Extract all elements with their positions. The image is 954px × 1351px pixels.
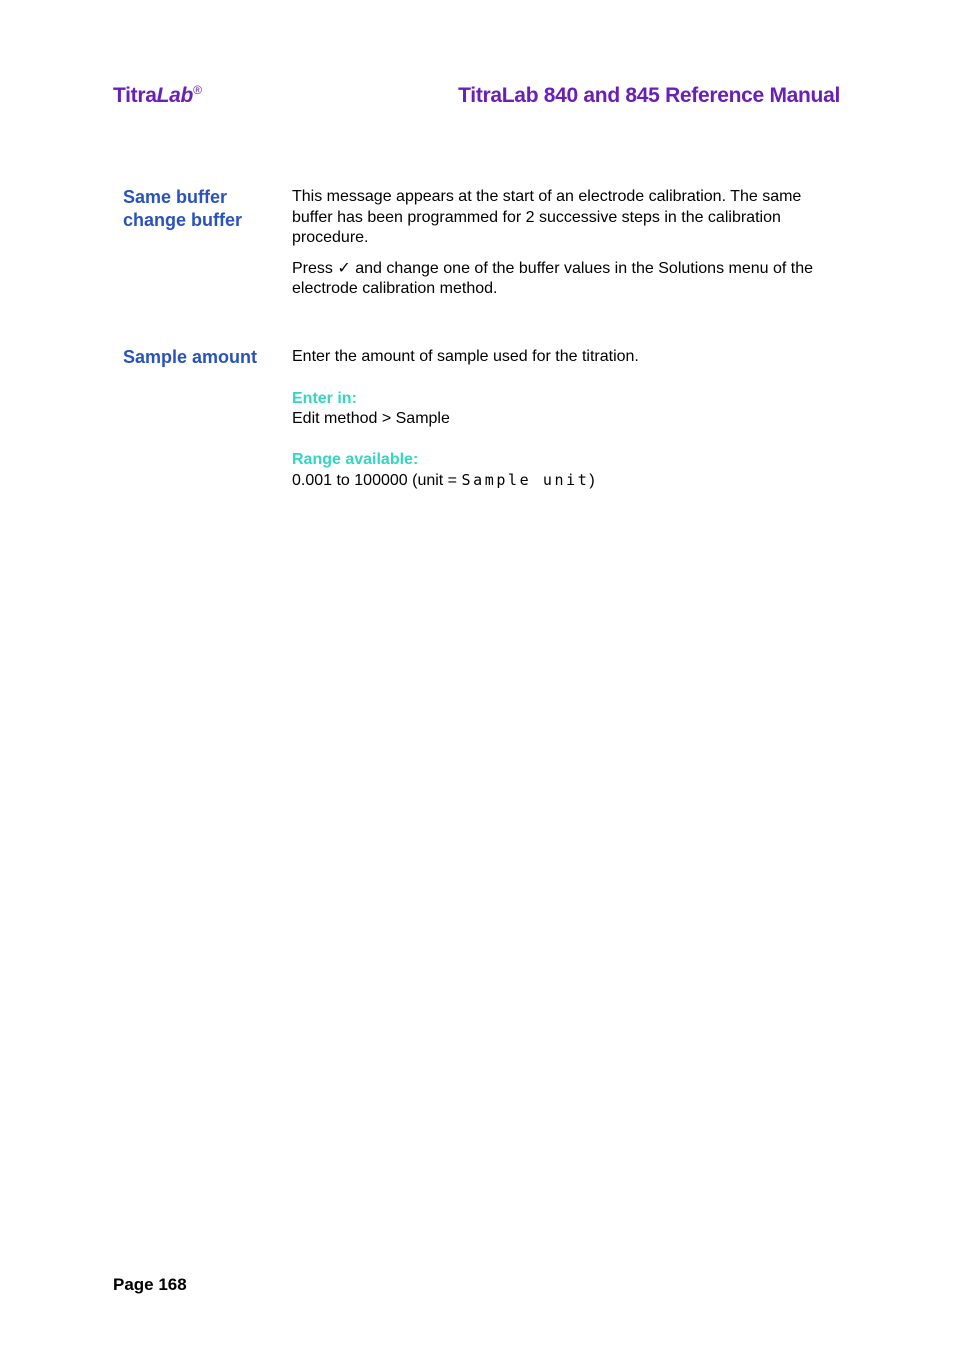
enter-in-heading: Enter in:	[292, 389, 357, 407]
entry-description	[292, 187, 842, 310]
brand-suffix: Lab	[156, 84, 194, 107]
description-paragraph	[292, 259, 842, 300]
brand-logo	[113, 84, 202, 108]
description-paragraph: This message appears at the start of an electrode calibration. The same buffer has been programmed for 2 successive steps in the calibration procedure.	[292, 188, 802, 246]
term-line: change buffer	[123, 210, 243, 230]
brand-prefix: Titra	[113, 84, 157, 107]
code-text: Sample unit	[461, 471, 590, 489]
text-run: Press	[292, 259, 338, 277]
description-paragraph: Enter the amount of sample used for the titration.	[292, 348, 639, 365]
term-line: Same buffer	[123, 187, 228, 207]
text-run: and change one of the buffer values in the Solutions menu of the electrode calibration method.	[292, 259, 814, 297]
range-heading: Range available:	[292, 450, 419, 468]
term-line: Sample amount	[123, 347, 258, 367]
text-run: )	[589, 472, 595, 489]
manual-title: TitraLab 840 and 845 Reference Manual	[458, 84, 840, 107]
text-run: 0.001 to 100000 (unit =	[292, 472, 462, 489]
entry-description	[292, 347, 842, 512]
registered-mark: ®	[193, 83, 202, 97]
range-value	[292, 470, 842, 492]
page-number: Page 168	[113, 1275, 187, 1294]
check-icon: ✓	[337, 259, 351, 277]
enter-in-value: Edit method > Sample	[292, 410, 450, 427]
entry-term	[123, 346, 283, 369]
entry-term	[123, 186, 283, 232]
